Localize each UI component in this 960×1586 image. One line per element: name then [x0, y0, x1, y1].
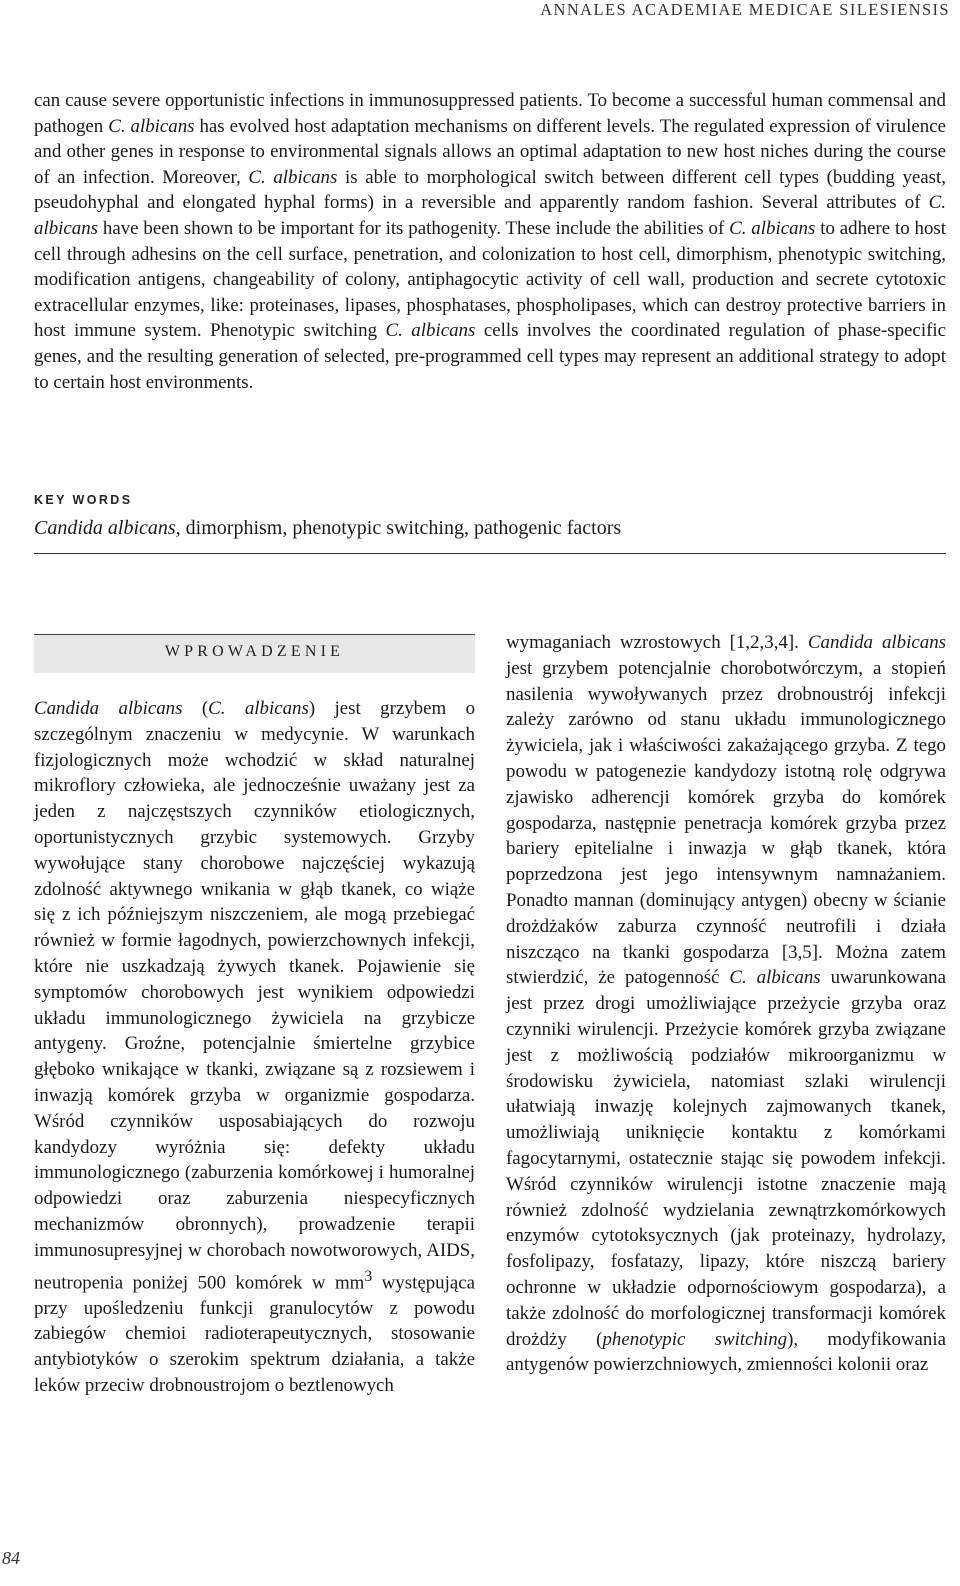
- abstract-text-part: is able to morphological switch between different cell types (budding yeast, pseudohyphal and elongated hyphal forms) in a reversible and apparently random fashion. Several attributes of: [34, 166, 946, 214]
- term-italic: phenotypic switching: [602, 1328, 788, 1350]
- body-text-part: występująca przy upośledzeniu funkcji granulocytów z powodu zabiegów chemioi radioterapeutycznych, stosowanie antybiotyków o szerokim spektrum działania, a także leków przeciw drobnoustrojom o beztlenowych: [34, 1271, 475, 1397]
- body-text-part: ) jest grzybem o szczególnym znaczeniu w medycynie. W warunkach fizjologicznych może wchodzić w skład naturalnej mikroflory człowieka, ale jednocześnie uważany jest za jeden z najczęstszych czynników etiologicznych, oportunistycznych grzybic systemowych. Grzyby wywołujące stany chorobowe najczęściej wykazują zdolność aktywnego wnikania w głąb tkanek, co wiąże się z ich późniejszym niszczeniem, ale mogą przebiegać również w formie łagodnych, powierzchownych infekcji, które nie uszkadzają żywych tkanek. Pojawienie się symptomów chorobowych jest wynikiem odpowiedzi układu immunologicznego żywiciela na grzybicze antygeny. Groźne, potencjalnie śmiertelne grzybice głęboko wnikające w tkanki, związane są z rozsiewem i inwazją komórek grzyba w organizmie gospodarza. Wśród czynników usposabiających do rozwoju kandydozy wyróżnia się: defekty układu immunologicznego (zaburzenia komórkowej i humoralnej odpowiedzi oraz zaburzenia niespecyficznych mechanizmów obronnych), prowadzenie terapii immunosupresyjnej w chorobach nowotworowych, AIDS, neutropenia poniżej 500 komórek w mm: [34, 698, 476, 1293]
- body-column-right: [506, 630, 946, 1378]
- journal-title: ANNALES ACADEMIAE MEDICAE SILESIENSIS: [540, 0, 950, 19]
- species-name: C. albicans: [108, 115, 195, 137]
- body-text-part: jest grzybem potencjalnie chorobotwórczym, a stopień nasilenia wywoływanych przez drobnoustrój infekcji zależy zarówno od stanu układu immunologicznego żywiciela, jak i właściwości zakażającego grzyba. Z tego powodu w patogenezie kandydozy istotną rolę odgrywa zjawisko adherencji komórek grzyba do komórek gospodarza, następnie penetracja komórek grzyba przez bariery epitelialne i inwazja w głąb tkanek, która poprzedzona jest jego intensywnym namnażaniem. Ponadto mannan (dominujący antygen) obecny w ścianie drożdżaków zaburza czynność neutrofili i działa niszcząco na tkanki gospodarza [3,5]. Można zatem stwierdzić, że patogenność: [506, 657, 946, 989]
- species-name: C. albicans: [248, 166, 338, 188]
- keywords-text: [34, 514, 946, 542]
- keywords-heading: KEY WORDS: [34, 493, 133, 507]
- section-heading: WPROWADZENIE: [164, 643, 345, 660]
- species-name: Candida albicans: [34, 698, 183, 719]
- abstract-text: [34, 88, 946, 395]
- body-text-part: uwarunkowana jest przez drogi umożliwiające przeżycie grzyba oraz czynniki wirulencji. Przeżycie komórek grzyba związane jest z możliwością podziałów mikroorganizmu w środowisku żywiciela, natomiast szlaki wirulencji ułatwiają inwazję kolejnych zajmowanych tkanek, umożliwiają uniknięcie kontaktu z komórkami fagocytarnymi, ostatecznie stając się powodem infekcji. Wśród czynników wirulencji istotne znaczenie mają również zdolność wydzielania zewnątrzkomórkowych enzymów cytotoksycznych (jak proteinazy, hydrolazy, fosfolipazy, fosfatazy, lipazy, które niszczą bariery ochronne w układzie odpornościowym gospodarza), a także zdolność do morfologicznej transformacji komórek drożdży (: [506, 967, 946, 1350]
- body-text-part: ), modyfikowania antygenów powierzchniowych, zmienności kolonii oraz: [506, 1328, 946, 1376]
- keywords-list: , dimorphism, phenotypic switching, pathogenic factors: [175, 517, 622, 539]
- section-divider: [34, 553, 946, 554]
- species-name: C. albicans: [729, 217, 816, 239]
- species-name: C. albicans: [729, 967, 821, 989]
- abstract-text-part: have been shown to be important for its pathogenity. These include the abilities of: [98, 217, 730, 239]
- superscript: 3: [364, 1267, 373, 1285]
- body-text-part: (: [182, 698, 209, 719]
- species-name: C. albicans: [385, 320, 476, 342]
- page-number: 84: [2, 1548, 20, 1568]
- running-head: [0, 0, 950, 22]
- species-name: C. albicans: [34, 192, 946, 239]
- section-heading-box: [34, 634, 475, 673]
- abstract-text-part: to adhere to host cell through adhesins on the cell surface, penetration, and colonization to host cell, dimorphism, phenotypic switching, modification antigens, changeability of colony, antiphagocytic activity of cell wall, production and secrete cytotoxic extracellular enzymes, like: proteinases, lipases, phosphatases, phospholipases, which can destroy protective barriers in host immune system. Phenotypic switching: [34, 217, 946, 342]
- keyword-species: Candida albicans: [34, 517, 176, 539]
- abstract-text-part: cells involves the coordinated regulation of phase-specific genes, and the resulting generation of selected, pre-programmed cell types may represent an additional strategy to adopt to certain host environments.: [34, 320, 946, 393]
- body-text-part: wymaganiach wzrostowych [1,2,3,4].: [506, 632, 808, 653]
- species-name: Candida albicans: [807, 632, 946, 653]
- species-name: C. albicans: [208, 698, 309, 719]
- body-column-left: [34, 696, 475, 1399]
- abstract-text-part: has evolved host adaptation mechanisms on different levels. The regulated expression of virulence and other genes in response to environmental signals allows an optimal adaptation to new host niches during the course of an infection. Moreover,: [34, 115, 947, 188]
- abstract-text-part: can cause severe opportunistic infections in immunosuppressed patients. To become a successful human commensal and pathogen: [34, 90, 946, 137]
